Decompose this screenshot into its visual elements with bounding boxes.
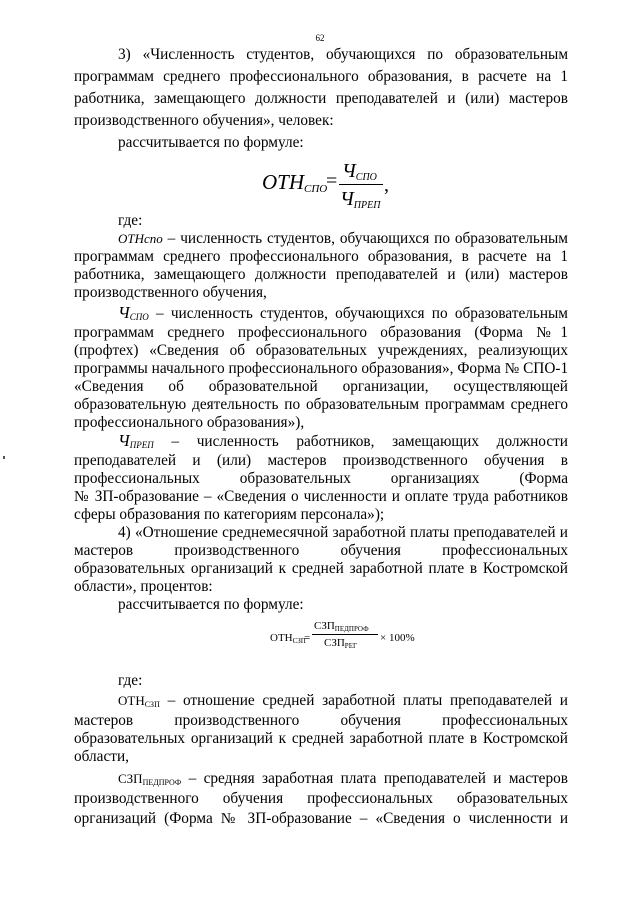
definition-line: $ОТН_{СЗП}$ – отношение средней заработной платы преподавателей и bbox=[118, 692, 568, 709]
text-line: работника, замещающего должности преподавателей и (или) мастеров bbox=[74, 90, 568, 107]
text-line: № ЗП-образование – «Сведения о численности и оплате труда работников bbox=[74, 488, 568, 505]
text-line: производственного обучения», человек: bbox=[74, 112, 334, 129]
formula-numerator: $Ч_{СПО}$ bbox=[342, 160, 377, 183]
text-line: профессионального образования»), bbox=[74, 414, 305, 431]
text-line: преподавателей и (или) мастеров производственного обучения в bbox=[74, 452, 568, 469]
text-line: производственного обучения профессиональных образовательных bbox=[74, 790, 568, 807]
formula-lhs: $ОТН_{СЗП}$ bbox=[270, 632, 306, 645]
formula-denominator: $Ч_{ПРЕП}$ bbox=[340, 188, 381, 211]
text-line: рассчитывается по формуле: bbox=[118, 596, 304, 613]
text-line: области», процентов: bbox=[74, 578, 213, 595]
text-line: образовательную деятельность по образовательным программам среднего bbox=[74, 396, 568, 413]
text-line: программы начального профессионального образования», Форма № СПО-1 bbox=[74, 360, 569, 377]
definition-line: $СЗП_{ПЕДПРОФ}$ – средняя заработная плата преподавателей и мастеров bbox=[118, 770, 568, 787]
definition-line: ОТНспо – численность студентов, обучающихся по образовательным bbox=[118, 230, 568, 247]
text-line: (профтех) «Сведения об образовательных учреждениях, реализующих bbox=[74, 342, 568, 359]
formula-numerator: $СЗП_{ПЕДПРОФ}$ bbox=[314, 620, 369, 633]
formula-multiplier: × 100% bbox=[380, 632, 415, 644]
text-line: области, bbox=[74, 748, 129, 765]
text-line: профессиональных образовательных организациях (Форма bbox=[74, 470, 568, 487]
formula-denominator: $СЗП_{РЕГ}$ bbox=[324, 637, 358, 650]
formula-lhs: $ОТН_{СПО}$ bbox=[262, 170, 328, 195]
formula-equals: = bbox=[304, 632, 311, 644]
text-line: «Сведения об образовательной организации, осуществляющей bbox=[74, 378, 568, 395]
definition-line: $Ч_{ПРЕП}$ – численность работников, замещающих должности bbox=[118, 431, 568, 450]
scan-speck bbox=[3, 456, 5, 459]
text-line: производственного обучения, bbox=[74, 284, 267, 301]
formula-equals: = bbox=[326, 170, 338, 192]
text-line: образовательных организаций к средней заработной плате в Костромской bbox=[74, 730, 568, 747]
formula-oth-szp bbox=[270, 620, 430, 656]
text-line: где: bbox=[118, 672, 143, 689]
fraction-bar bbox=[339, 184, 383, 185]
text-line: 4) «Отношение среднемесячной заработной платы преподавателей и bbox=[118, 524, 568, 541]
text-line: работника, замещающего должности преподавателей и (или) мастеров bbox=[74, 266, 568, 283]
text-line: мастеров производственного обучения профессиональных bbox=[74, 542, 568, 559]
formula-oth-spo bbox=[262, 160, 412, 216]
text-line: рассчитывается по формуле: bbox=[118, 134, 304, 151]
text-line: образовательных организаций к средней заработной плате в Костромской bbox=[74, 560, 568, 577]
text-line: программам среднего профессионального образования (Форма №1 bbox=[74, 324, 568, 341]
text-line: программам среднего профессионального образования, в расчете на 1 bbox=[74, 68, 568, 85]
fraction-bar bbox=[312, 634, 378, 635]
text-line: организаций (Форма № ЗП-образование – «Сведения о численности и bbox=[74, 810, 568, 827]
text-line: 3) «Численность студентов, обучающихся по образовательным bbox=[118, 46, 568, 63]
text-line: где: bbox=[118, 212, 143, 229]
formula-comma: , bbox=[384, 174, 389, 196]
definition-line: $Ч_{СПО}$ – численность студентов, обучающихся по образовательным bbox=[118, 303, 568, 322]
text-line: программам среднего профессионального образования, в расчете на 1 bbox=[74, 248, 568, 265]
text-line: мастеров производственного обучения профессиональных bbox=[74, 712, 568, 729]
text-line: сферы образования по категориям персонала»); bbox=[74, 506, 385, 523]
page-number: 62 bbox=[315, 33, 325, 43]
